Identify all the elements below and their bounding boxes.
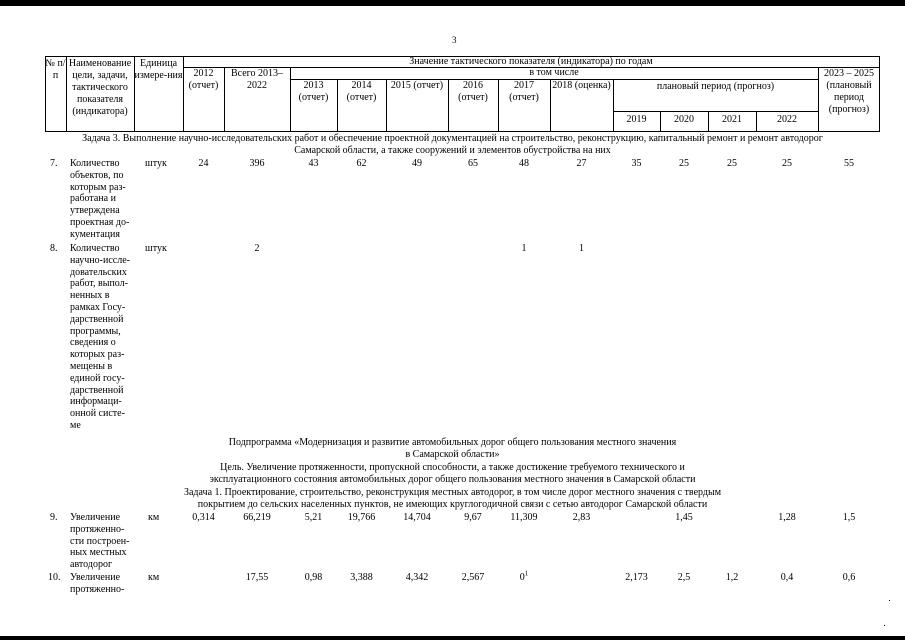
- header-values-title: Значение тактического показателя (индикатора) по годам: [409, 56, 653, 67]
- row-unit: штук: [145, 243, 167, 254]
- cell-2015: 49: [412, 158, 422, 169]
- subprogram-line1: Подпрограмма «Модернизация и развитие автомобильных дорог общего пользования местного значения: [228, 437, 677, 448]
- cell-2013: 5,21: [304, 512, 323, 523]
- cell-2014: 3,388: [350, 572, 373, 583]
- header-2014: 2014 (отчет): [346, 80, 377, 103]
- cell-2018: 1: [579, 243, 584, 254]
- row-number: 10.: [48, 572, 61, 583]
- task1-line1: Задача 1. Проектирование, строительство, реконструкция местных автодорог, в том числе дорог местного значения с твердым: [183, 487, 722, 498]
- header-2022: 2022: [777, 114, 797, 125]
- cell-2013: 43: [308, 158, 319, 169]
- row-number: 9.: [50, 512, 58, 523]
- cell-2020: 1,45: [675, 512, 693, 523]
- scan-speck: [884, 625, 885, 626]
- cell-2012: 24: [198, 158, 209, 169]
- header-including: в том числе: [529, 67, 579, 78]
- cell-2014: 19,766: [347, 512, 376, 523]
- cell-2015: 4,342: [405, 572, 429, 583]
- top-border: [0, 0, 905, 6]
- task3-line2: Самарской области, а также сооружений и элементов обустройства на них: [294, 145, 611, 156]
- cell-2023: 0,6: [842, 572, 856, 583]
- header-2012: 2012 (отчет): [188, 68, 219, 91]
- header-2018: 2018 (оценка): [552, 80, 611, 91]
- header-2013: 2013 (отчет): [298, 80, 329, 103]
- header-num: № п/п: [45, 58, 66, 81]
- cell-2018: 2,83: [572, 512, 591, 523]
- cell-2013: 0,98: [304, 572, 323, 583]
- footnote-mark: 1: [524, 569, 529, 578]
- goal-line2: эксплуатационного состояния автомобильных дорог общего пользования местного значения в Самарской области: [209, 474, 696, 485]
- cell-total: 2: [254, 243, 260, 254]
- cell-2016: 2,567: [461, 572, 485, 583]
- cell-2016: 65: [468, 158, 478, 169]
- subprogram-line2: в Самарской области»: [405, 449, 500, 460]
- cell-2019: 2,173: [625, 572, 648, 583]
- cell-2017: 1: [521, 243, 527, 254]
- row-name: Количество научно-иссле- довательских работ, выпол- ненных в рамках Госу- дарственной программы, сведения о которых раз- мещены в единой госу- дарственной информаци- онной систе- ме: [70, 243, 130, 431]
- cell-2022: 25: [782, 158, 792, 169]
- row-number: 7.: [50, 158, 58, 169]
- row-unit: штук: [145, 158, 167, 169]
- cell-2021: 25: [727, 158, 737, 169]
- cell-2019: 35: [631, 158, 642, 169]
- cell-2017: $0^1$: [519, 569, 529, 583]
- header-2023: 2023 – 2025 (плановый период (прогноз): [824, 68, 874, 115]
- cell-2021: 1,2: [725, 572, 739, 583]
- header-unit: Единица измере-ния: [134, 58, 183, 81]
- page-number: 3: [452, 35, 457, 45]
- scan-speck: [889, 600, 890, 601]
- cell-2012: 0,314: [192, 512, 215, 523]
- row-number: 8.: [50, 243, 58, 254]
- cell-2017: 11,309: [510, 512, 538, 523]
- row-name: Увеличение протяженно- сти построен- ных местных автодорог: [70, 512, 130, 571]
- cell-2015: 14,704: [403, 512, 431, 523]
- cell-total: 17,55: [245, 572, 269, 583]
- task3-line1: Задача 3. Выполнение научно-исследовательских работ и обеспечение проектной документацией на строительство, реконструкцию, капитальный ремонт и ремонт автодорог: [82, 133, 823, 144]
- cell-2023: 55: [844, 158, 854, 169]
- cell-2016: 9,67: [464, 512, 482, 523]
- cell-total: 396: [249, 158, 265, 169]
- cell-total: 66,219: [243, 512, 271, 523]
- header-2021: 2021: [722, 114, 742, 125]
- cell-2020: 25: [679, 158, 689, 169]
- cell-2022: 1,28: [778, 512, 796, 523]
- header-2020: 2020: [674, 114, 694, 125]
- row-unit: км: [148, 572, 160, 583]
- header-2017: 2017 (отчет): [509, 80, 539, 103]
- cell-2022: 0,4: [780, 572, 794, 583]
- goal-line1: Цель. Увеличение протяженности, пропускной способности, а также достижение требуемого технического и: [220, 462, 685, 473]
- row-unit: км: [148, 512, 160, 523]
- row-name: Увеличение протяженно-: [70, 572, 125, 595]
- bottom-border: [0, 636, 905, 640]
- header-2016: 2016 (отчет): [458, 80, 488, 103]
- header-2019: 2019: [626, 114, 647, 125]
- task1-line2: покрытием до сельских населенных пунктов, не имеющих круглогодичной связи с сетью автодорог Самарской области: [197, 499, 708, 510]
- header-name: Наименование цели, задачи, тактического показателя (индикатора): [68, 58, 132, 117]
- header-planned-period: плановый период (прогноз): [656, 81, 775, 92]
- cell-2020: 2,5: [677, 572, 691, 583]
- cell-2014: 62: [356, 158, 367, 169]
- header-total: Всего 2013–2022: [230, 68, 284, 91]
- cell-2017: 48: [519, 158, 529, 169]
- cell-2023: 1,5: [842, 512, 856, 523]
- row-name: Количество объектов, по которым раз- работана и утверждена проектная до- кументация: [70, 158, 130, 240]
- header-2015: 2015 (отчет): [390, 80, 444, 91]
- cell-2018: 27: [576, 158, 587, 169]
